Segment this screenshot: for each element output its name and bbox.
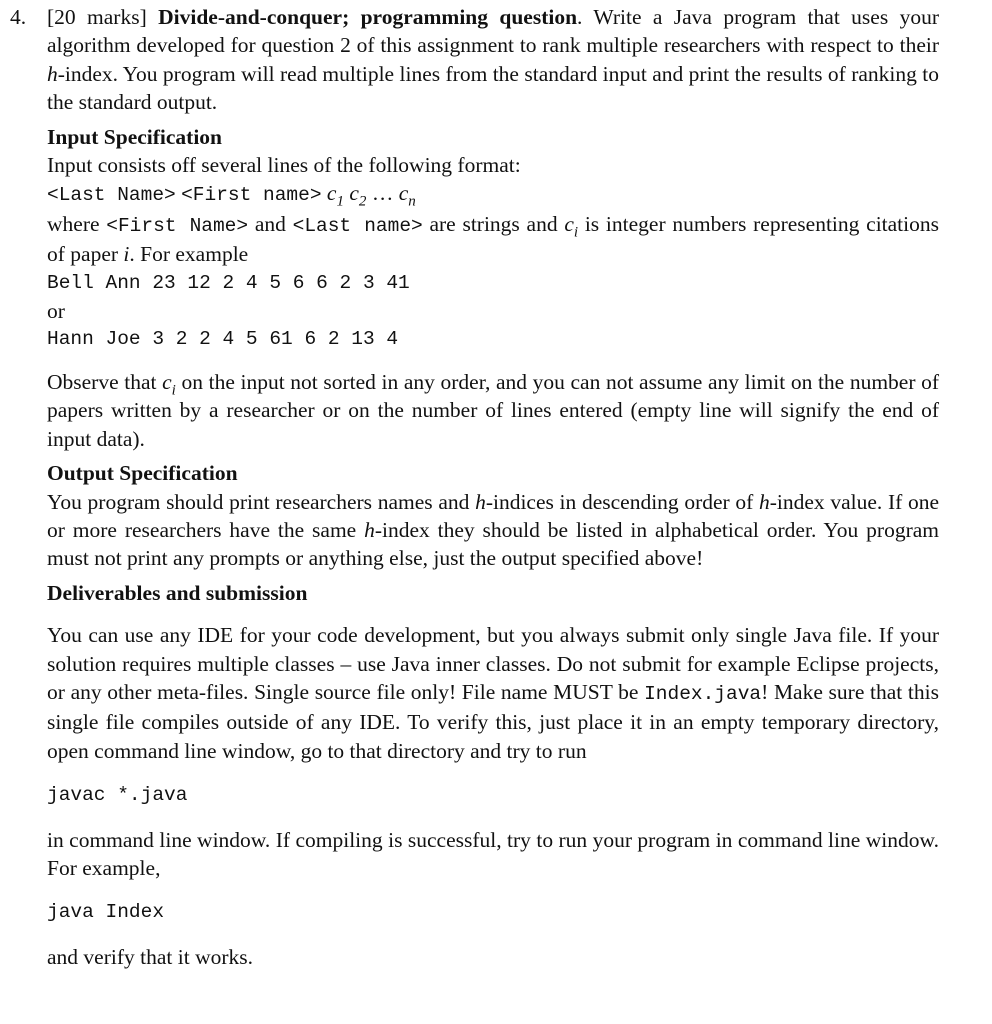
format-first-name: <First name> — [181, 184, 322, 207]
where-last-name: <Last name> — [292, 214, 423, 237]
output-spec-heading: Output Specification — [47, 461, 238, 486]
deliverables-text-1: You can use any IDE for your code development, but you always submit only single Java file. If your solution requires multiple classes – use Java inner classes. Do not submit for example Eclipse projects, or any other meta-files. Single source file only! File name MUST be Index.java! Make sure that this single file compiles outside of any IDE. To verify this, just place it in an empty temporary directory, open command line window, go to that directory and try to run — [47, 623, 939, 763]
question-title: Divide-and-conquer; programming question — [158, 5, 578, 29]
h-variable: h — [47, 61, 58, 86]
intro-text-1: Write a Java program that uses your algorithm developed for question 2 of this assignment to rank multiple researchers with respect to their — [47, 5, 939, 58]
question-body — [47, 3, 939, 971]
format-last-name: <Last Name> — [47, 184, 176, 207]
intro-text-2: -index. You program will read multiple lines from the standard input and print the results of ranking to the standard output. — [47, 61, 939, 115]
input-spec-heading: Input Specification — [47, 124, 223, 149]
compile-command: javac *.java — [47, 784, 188, 807]
input-example-2: Hann Joe 3 2 2 4 5 61 6 2 13 4 — [47, 328, 399, 351]
input-spec-line1: Input consists off several lines of the following format: — [47, 153, 521, 178]
question-marks: [20 marks] — [47, 5, 147, 29]
output-spec-text: You program should print researchers names and h-indices in descending order of h-index value. If one or more researchers have the same h-index they should be listed in alphabetical order. You program must not print any prompts or anything else, just the output specified above! — [47, 489, 939, 571]
c1-var: $c_1$ — [326, 181, 344, 210]
filename-code: Index.java — [644, 682, 762, 705]
input-observe: Observe that $c_i$ on the input not sorted in any order, and you can not assume any limit on the number of papers written by a researcher or on the number of lines entered (empty line will signify the end of input data). — [47, 369, 940, 451]
ellipsis: … — [371, 181, 394, 206]
ci-var: $c_i$ — [564, 211, 579, 241]
deliverables-text-3: and verify that it works. — [47, 944, 253, 969]
run-command: java Index — [47, 901, 165, 924]
paper-i-var: i — [123, 242, 130, 267]
cn-var: $c_n$ — [398, 181, 416, 210]
input-example-1: Bell Ann 23 12 2 4 5 6 6 2 3 41 — [47, 271, 410, 294]
question-intro: [20 marks] Divide-and-conquer; programming question. Write a Java program that uses your algorithm developed for question 2 of this assignment to rank multiple researchers with respect to their h-index. You program will read multiple lines from the standard input and print the results of ranking to the standard output. — [47, 5, 939, 115]
deliverables-text-2: in command line window. If compiling is successful, try to run your program in command line window. For example, — [47, 827, 939, 880]
input-format-line — [47, 179, 939, 209]
c2-var: $c_2$ — [349, 181, 367, 210]
input-where-line: where <First Name> and <Last name> are strings and $c_i$ is integer numbers representing citations of paper i. For example — [47, 211, 939, 267]
deliverables-heading: Deliverables and submission — [47, 580, 308, 605]
where-first-name: <First Name> — [106, 214, 249, 237]
observe-ci-var: $c_i$ — [162, 369, 176, 399]
input-or: or — [47, 299, 65, 324]
question-number: 4. — [10, 5, 27, 29]
